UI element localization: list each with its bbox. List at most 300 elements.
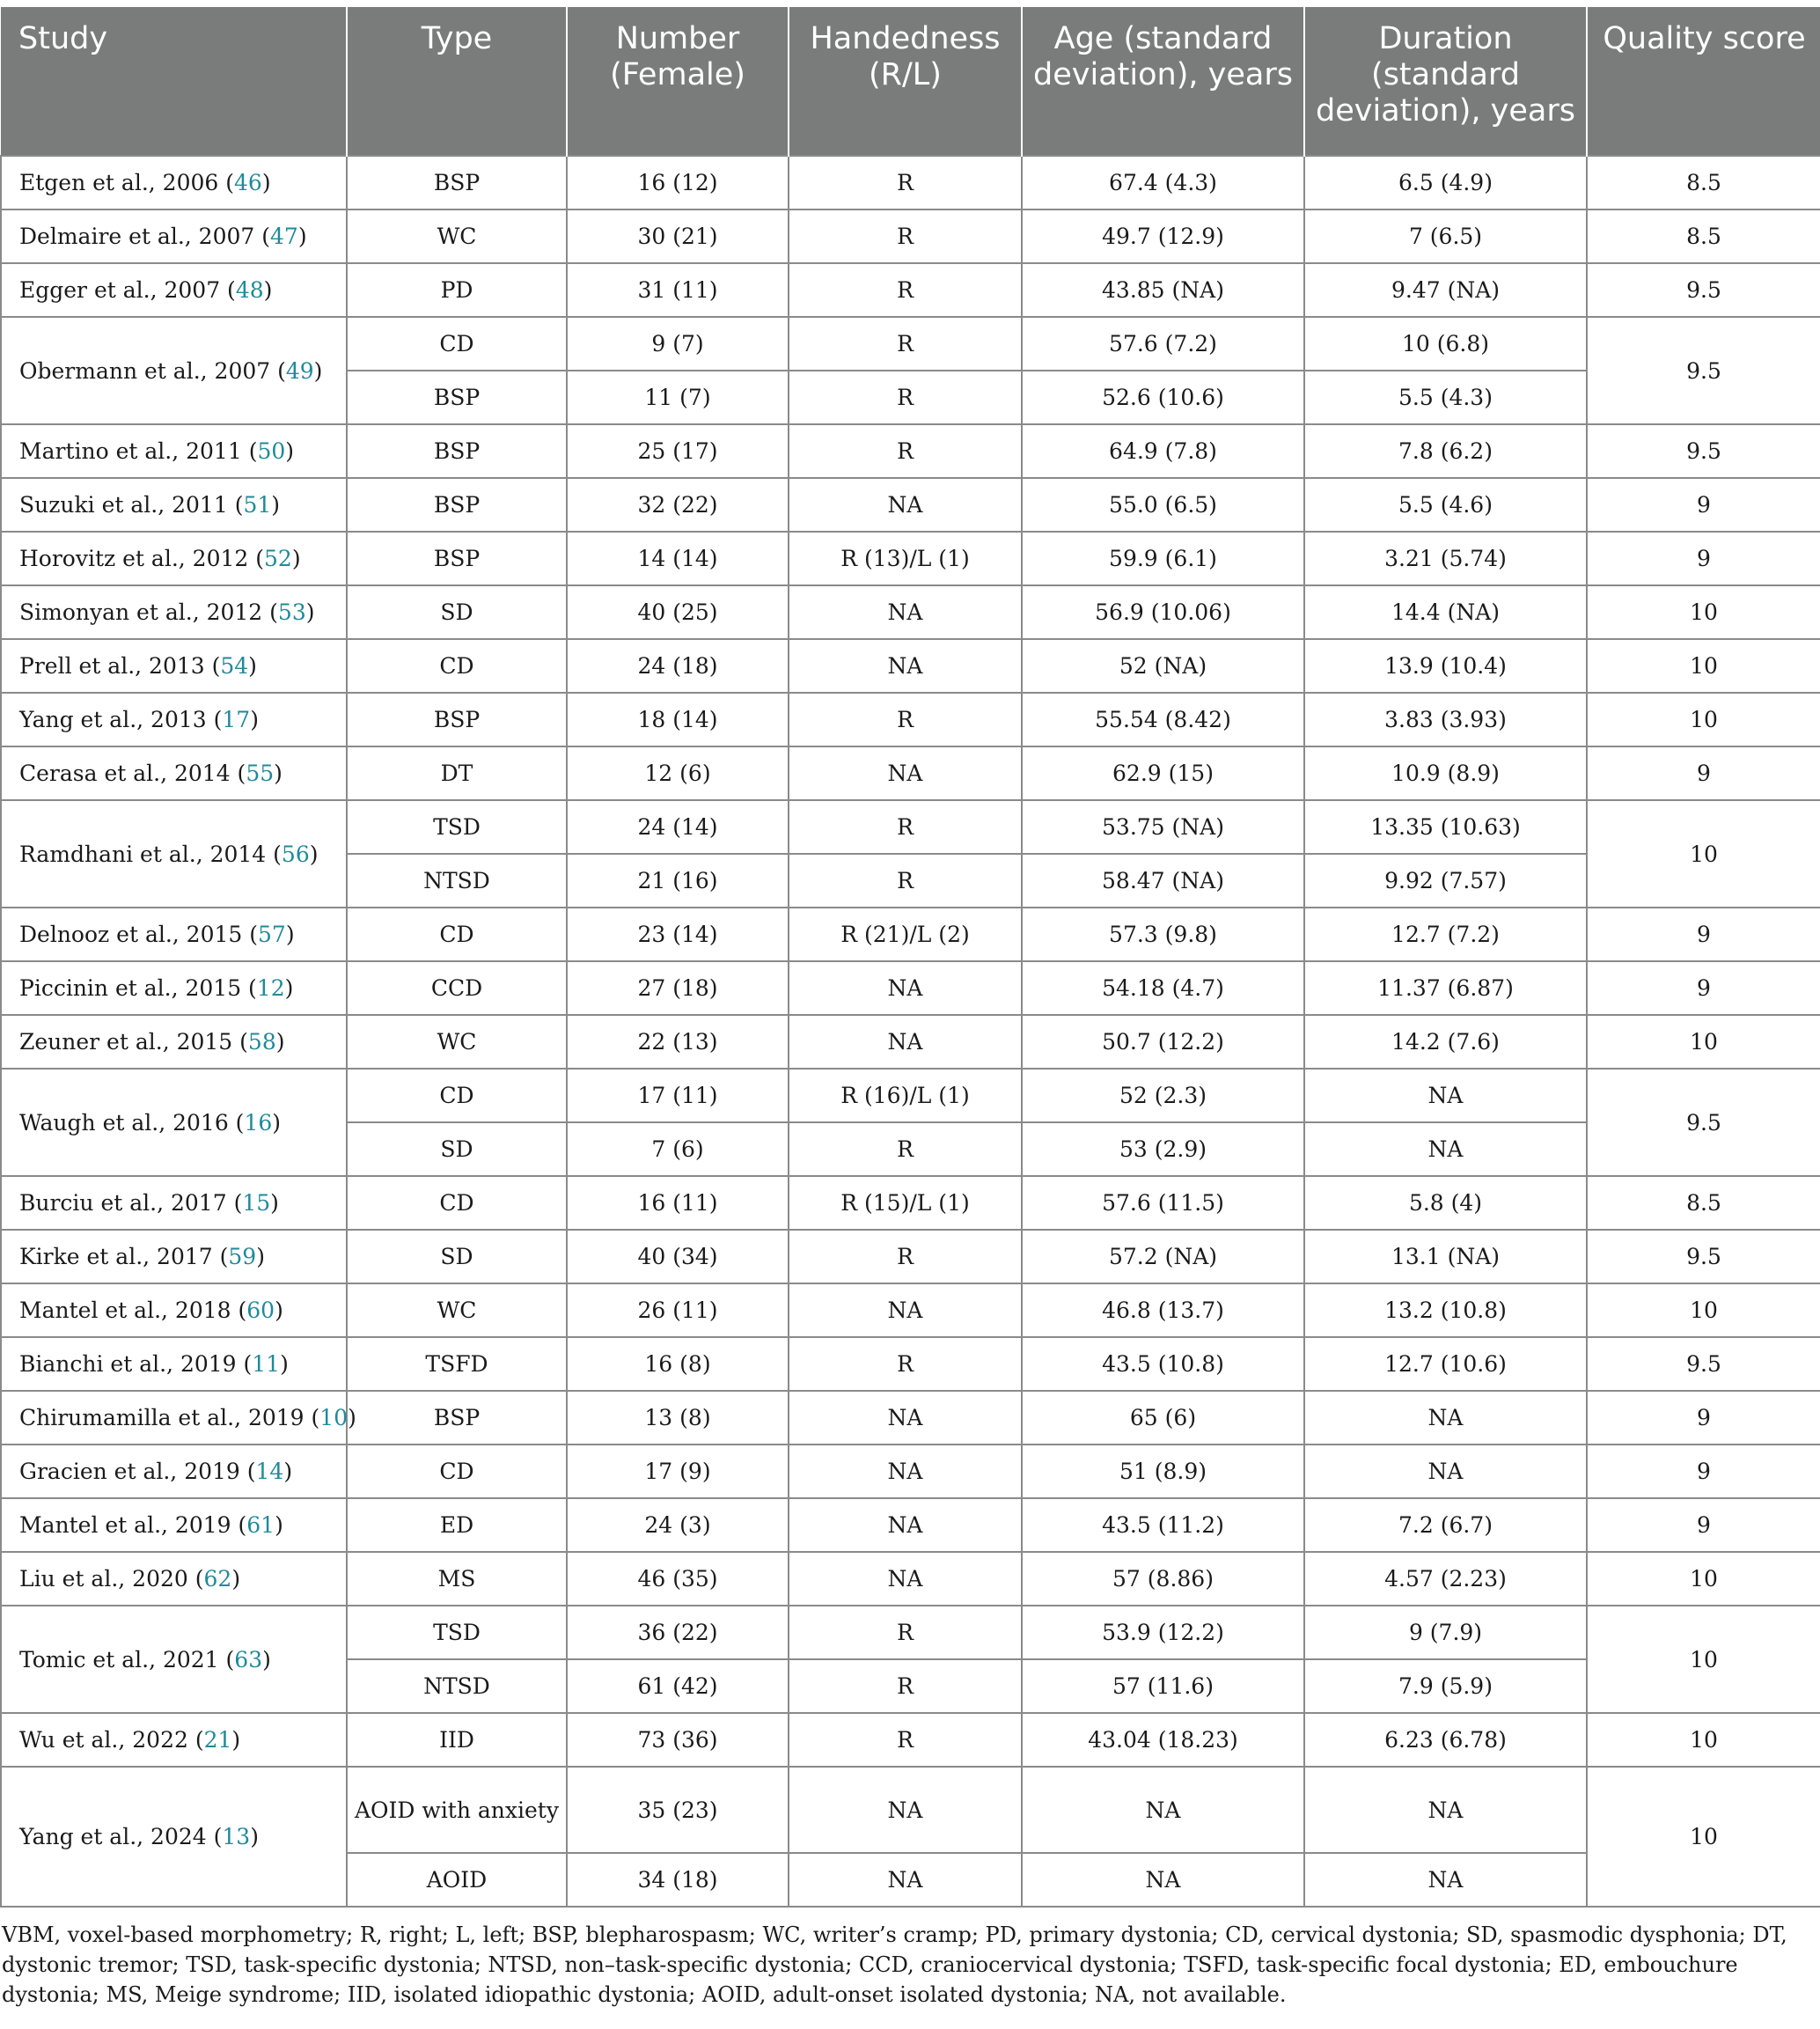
study-close-paren: ) xyxy=(250,1824,259,1849)
study-name: Martino et al., 2011 ( xyxy=(19,438,258,464)
cell-duration: 7.9 (5.9) xyxy=(1304,1659,1587,1713)
study-close-paren: ) xyxy=(231,1727,241,1753)
cell-number: 24 (18) xyxy=(567,639,789,693)
cell-handedness: NA xyxy=(789,1283,1022,1337)
reference-link[interactable]: 48 xyxy=(235,277,264,303)
cell-quality: 9 xyxy=(1587,1445,1820,1498)
table-row xyxy=(1,1606,1820,1659)
study-name: Bianchi et al., 2019 ( xyxy=(19,1351,253,1377)
cell-number: 12 (6) xyxy=(567,746,789,800)
header-handedness: Handedness (R/L) xyxy=(789,7,1022,156)
cell-type: TSD xyxy=(347,800,567,854)
table-row xyxy=(1,156,1820,210)
cell-type: PD xyxy=(347,263,567,317)
header-number: Number (Female) xyxy=(567,7,789,156)
cell-quality: 10 xyxy=(1587,1015,1820,1069)
reference-link[interactable]: 63 xyxy=(234,1646,263,1672)
cell-handedness: R xyxy=(789,854,1022,908)
cell-quality: 9.5 xyxy=(1587,1337,1820,1391)
cell-handedness: R xyxy=(789,210,1022,263)
study-name: Obermann et al., 2007 ( xyxy=(19,357,286,384)
study-name: Piccinin et al., 2015 ( xyxy=(19,975,257,1001)
reference-link[interactable]: 13 xyxy=(222,1824,251,1849)
cell-handedness: R (21)/L (2) xyxy=(789,908,1022,961)
cell-type: BSP xyxy=(347,532,567,585)
cell-number: 27 (18) xyxy=(567,961,789,1015)
cell-duration: 5.5 (4.3) xyxy=(1304,371,1587,424)
study-name: Waugh et al., 2016 ( xyxy=(19,1109,245,1136)
cell-quality: 10 xyxy=(1587,585,1820,639)
table-row xyxy=(1,210,1820,263)
reference-link[interactable]: 55 xyxy=(246,761,275,786)
cell-duration: NA xyxy=(1304,1391,1587,1445)
study-name: Yang et al., 2013 ( xyxy=(19,707,223,732)
cell-number: 35 (23) xyxy=(567,1767,789,1853)
cell-duration: 13.9 (10.4) xyxy=(1304,639,1587,693)
table-row xyxy=(1,317,1820,371)
cell-age: 43.5 (11.2) xyxy=(1022,1498,1304,1552)
table-row xyxy=(1,908,1820,961)
cell-duration: 13.35 (10.63) xyxy=(1304,800,1587,854)
cell-age: NA xyxy=(1022,1853,1304,1907)
cell-number: 32 (22) xyxy=(567,478,789,532)
reference-link[interactable]: 61 xyxy=(246,1512,275,1538)
reference-link[interactable]: 21 xyxy=(203,1727,232,1753)
reference-link[interactable]: 54 xyxy=(220,653,249,679)
cell-study xyxy=(1,1230,347,1283)
cell-study xyxy=(1,908,347,961)
study-name: Cerasa et al., 2014 ( xyxy=(19,761,246,786)
cell-age: 59.9 (6.1) xyxy=(1022,532,1304,585)
cell-quality: 8.5 xyxy=(1587,156,1820,210)
cell-number: 36 (22) xyxy=(567,1606,789,1659)
cell-handedness: R xyxy=(789,263,1022,317)
study-name: Horovitz et al., 2012 ( xyxy=(19,546,264,571)
cell-type: BSP xyxy=(347,693,567,746)
table-row xyxy=(1,639,1820,693)
cell-handedness: R xyxy=(789,371,1022,424)
cell-age: 43.04 (18.23) xyxy=(1022,1713,1304,1767)
cell-age: 54.18 (4.7) xyxy=(1022,961,1304,1015)
study-close-paren: ) xyxy=(348,1405,356,1430)
cell-duration: 14.4 (NA) xyxy=(1304,585,1587,639)
cell-quality: 10 xyxy=(1587,800,1820,908)
cell-duration: 3.21 (5.74) xyxy=(1304,532,1587,585)
cell-type: CCD xyxy=(347,961,567,1015)
cell-study xyxy=(1,1606,347,1713)
cell-quality: 8.5 xyxy=(1587,210,1820,263)
cell-age: 53.9 (12.2) xyxy=(1022,1606,1304,1659)
cell-duration: 10 (6.8) xyxy=(1304,317,1587,371)
cell-age: 51 (8.9) xyxy=(1022,1445,1304,1498)
header-duration: Duration (standard deviation), years xyxy=(1304,7,1587,156)
cell-type: SD xyxy=(347,1122,567,1176)
cell-type: SD xyxy=(347,1230,567,1283)
cell-number: 9 (7) xyxy=(567,317,789,371)
cell-duration: NA xyxy=(1304,1853,1587,1907)
table-row xyxy=(1,1337,1820,1391)
table-footnote: VBM, voxel-based morphometry; R, right; L, left; BSP, blepharospasm; WC, writer’s cramp; PD, primary dystonia; CD, cervical dystonia; SD, spasmodic dysphonia; DT, dystonic tremor; TSD, task-specific dystonia; NTSD, non–task-specific dystonia; CCD, craniocervical dystonia; TSFD, task-specific focal dystonia; ED, embouchure dystonia; MS, Meige syndrome; IID, isolated idiopathic dystonia; AOID, adult-onset isolated dystonia; NA, not available. xyxy=(2,1922,1787,2007)
cell-type: SD xyxy=(347,585,567,639)
cell-number: 7 (6) xyxy=(567,1122,789,1176)
study-close-paren: ) xyxy=(275,1029,285,1055)
cell-study xyxy=(1,1445,347,1498)
table-row xyxy=(1,424,1820,478)
reference-link[interactable]: 15 xyxy=(242,1190,271,1216)
cell-quality: 9 xyxy=(1587,532,1820,585)
cell-duration: 12.7 (10.6) xyxy=(1304,1337,1587,1391)
cell-type: DT xyxy=(347,746,567,800)
table-row xyxy=(1,1498,1820,1552)
study-name: Yang et al., 2024 ( xyxy=(19,1824,223,1849)
study-close-paren: ) xyxy=(284,975,294,1001)
cell-number: 46 (35) xyxy=(567,1552,789,1606)
study-close-paren: ) xyxy=(262,1646,271,1672)
cell-age: 55.0 (6.5) xyxy=(1022,478,1304,532)
cell-quality: 9.5 xyxy=(1587,424,1820,478)
cell-handedness: NA xyxy=(789,639,1022,693)
study-name: Kirke et al., 2017 ( xyxy=(19,1244,229,1269)
table-row xyxy=(1,1176,1820,1230)
cell-study xyxy=(1,1069,347,1176)
cell-quality: 8.5 xyxy=(1587,1176,1820,1230)
cell-quality: 9 xyxy=(1587,1391,1820,1445)
cell-handedness: NA xyxy=(789,1445,1022,1498)
cell-number: 17 (11) xyxy=(567,1069,789,1122)
cell-handedness: NA xyxy=(789,1498,1022,1552)
study-name: Delnooz et al., 2015 ( xyxy=(19,922,259,947)
header-quality: Quality score xyxy=(1587,7,1820,156)
cell-duration: 6.5 (4.9) xyxy=(1304,156,1587,210)
reference-link[interactable]: 62 xyxy=(203,1566,232,1592)
cell-handedness: R (13)/L (1) xyxy=(789,532,1022,585)
cell-type: WC xyxy=(347,210,567,263)
cell-quality: 9 xyxy=(1587,746,1820,800)
cell-duration: 7.2 (6.7) xyxy=(1304,1498,1587,1552)
cell-study xyxy=(1,1767,347,1907)
cell-type: IID xyxy=(347,1713,567,1767)
cell-quality: 9.5 xyxy=(1587,263,1820,317)
cell-number: 24 (3) xyxy=(567,1498,789,1552)
reference-link[interactable]: 16 xyxy=(244,1109,273,1136)
cell-duration: 5.8 (4) xyxy=(1304,1176,1587,1230)
cell-handedness: NA xyxy=(789,585,1022,639)
table-row xyxy=(1,1445,1820,1498)
study-close-paren: ) xyxy=(305,599,315,625)
cell-handedness: R xyxy=(789,1659,1022,1713)
cell-study xyxy=(1,1498,347,1552)
reference-link[interactable]: 49 xyxy=(285,357,314,384)
cell-duration: 9.92 (7.57) xyxy=(1304,854,1587,908)
cell-number: 24 (14) xyxy=(567,800,789,854)
study-close-paren: ) xyxy=(256,1244,265,1269)
cell-age: NA xyxy=(1022,1767,1304,1853)
cell-study xyxy=(1,639,347,693)
cell-handedness: R xyxy=(789,1337,1022,1391)
cell-age: 57 (8.86) xyxy=(1022,1552,1304,1606)
study-name: Etgen et al., 2006 ( xyxy=(19,170,234,195)
cell-age: 57.3 (9.8) xyxy=(1022,908,1304,961)
study-close-paren: ) xyxy=(275,1512,283,1538)
cell-number: 17 (9) xyxy=(567,1445,789,1498)
reference-link[interactable]: 51 xyxy=(243,492,272,518)
cell-number: 11 (7) xyxy=(567,371,789,424)
cell-duration: 7.8 (6.2) xyxy=(1304,424,1587,478)
cell-study xyxy=(1,693,347,746)
studies-table xyxy=(0,7,1820,1908)
study-name: Chirumamilla et al., 2019 ( xyxy=(19,1405,320,1430)
cell-quality: 9.5 xyxy=(1587,317,1820,424)
cell-number: 16 (8) xyxy=(567,1337,789,1391)
cell-duration: 6.23 (6.78) xyxy=(1304,1713,1587,1767)
cell-study xyxy=(1,1391,356,1445)
cell-handedness: NA xyxy=(789,1391,1022,1445)
reference-link[interactable]: 58 xyxy=(247,1029,276,1055)
cell-study xyxy=(1,1713,347,1767)
table-row xyxy=(1,1283,1820,1337)
cell-type: AOID xyxy=(347,1853,567,1907)
cell-age: 64.9 (7.8) xyxy=(1022,424,1304,478)
table-row xyxy=(1,532,1820,585)
study-close-paren: ) xyxy=(313,357,323,384)
cell-age: 57.6 (7.2) xyxy=(1022,317,1304,371)
table-row xyxy=(1,1552,1820,1606)
cell-quality: 10 xyxy=(1587,1606,1820,1713)
cell-age: 52 (2.3) xyxy=(1022,1069,1304,1122)
cell-handedness: NA xyxy=(789,478,1022,532)
cell-study xyxy=(1,1283,347,1337)
cell-type: BSP xyxy=(347,371,567,424)
cell-duration: 13.1 (NA) xyxy=(1304,1230,1587,1283)
study-name: Mantel et al., 2018 ( xyxy=(19,1298,247,1323)
cell-number: 14 (14) xyxy=(567,532,789,585)
table-row xyxy=(1,746,1820,800)
cell-study xyxy=(1,317,347,424)
table-row xyxy=(1,585,1820,639)
study-name: Simonyan et al., 2012 ( xyxy=(19,599,278,625)
cell-type: ED xyxy=(347,1498,567,1552)
cell-study xyxy=(1,585,347,639)
study-name: Burciu et al., 2017 ( xyxy=(19,1190,243,1216)
cell-study xyxy=(1,961,347,1015)
cell-type: MS xyxy=(347,1552,567,1606)
cell-age: 57 (11.6) xyxy=(1022,1659,1304,1713)
cell-age: 52 (NA) xyxy=(1022,639,1304,693)
cell-quality: 10 xyxy=(1587,1552,1820,1606)
cell-type: NTSD xyxy=(347,854,567,908)
cell-duration: NA xyxy=(1304,1767,1587,1853)
cell-duration: 13.2 (10.8) xyxy=(1304,1283,1587,1337)
cell-handedness: R xyxy=(789,693,1022,746)
cell-age: 53 (2.9) xyxy=(1022,1122,1304,1176)
cell-duration: 5.5 (4.6) xyxy=(1304,478,1587,532)
cell-quality: 9.5 xyxy=(1587,1069,1820,1176)
study-name: Egger et al., 2007 ( xyxy=(19,277,236,303)
study-close-paren: ) xyxy=(231,1566,241,1592)
cell-duration: NA xyxy=(1304,1069,1587,1122)
reference-link[interactable]: 59 xyxy=(228,1244,257,1269)
header-type: Type xyxy=(347,7,567,156)
cell-number: 13 (8) xyxy=(567,1391,789,1445)
cell-study xyxy=(1,156,347,210)
cell-quality: 10 xyxy=(1587,693,1820,746)
cell-type: AOID with anxiety xyxy=(347,1767,567,1853)
header-age: Age (standard deviation), years xyxy=(1022,7,1304,156)
reference-link[interactable]: 14 xyxy=(255,1459,284,1484)
cell-handedness: R (15)/L (1) xyxy=(789,1176,1022,1230)
study-name: Prell et al., 2013 ( xyxy=(19,653,221,679)
cell-duration: 12.7 (7.2) xyxy=(1304,908,1587,961)
cell-age: 43.85 (NA) xyxy=(1022,263,1304,317)
cell-quality: 10 xyxy=(1587,1767,1820,1907)
cell-duration: 7 (6.5) xyxy=(1304,210,1587,263)
cell-number: 40 (25) xyxy=(567,585,789,639)
study-close-paren: ) xyxy=(263,277,273,303)
cell-handedness: R xyxy=(789,317,1022,371)
cell-handedness: R xyxy=(789,1713,1022,1767)
cell-age: 50.7 (12.2) xyxy=(1022,1015,1304,1069)
cell-handedness: R (16)/L (1) xyxy=(789,1069,1022,1122)
cell-type: CD xyxy=(347,908,567,961)
cell-age: 49.7 (12.9) xyxy=(1022,210,1304,263)
cell-number: 61 (42) xyxy=(567,1659,789,1713)
reference-link[interactable]: 52 xyxy=(264,546,292,571)
cell-duration: 14.2 (7.6) xyxy=(1304,1015,1587,1069)
cell-handedness: R xyxy=(789,1606,1022,1659)
cell-number: 25 (17) xyxy=(567,424,789,478)
cell-quality: 10 xyxy=(1587,1283,1820,1337)
cell-type: WC xyxy=(347,1283,567,1337)
cell-duration: NA xyxy=(1304,1445,1587,1498)
cell-number: 34 (18) xyxy=(567,1853,789,1907)
cell-handedness: NA xyxy=(789,1767,1022,1853)
table-row xyxy=(1,478,1820,532)
study-name: Suzuki et al., 2011 ( xyxy=(19,492,244,518)
table-header xyxy=(1,7,1820,156)
cell-study xyxy=(1,1337,347,1391)
study-close-paren: ) xyxy=(248,653,257,679)
study-close-paren: ) xyxy=(250,707,259,732)
cell-number: 21 (16) xyxy=(567,854,789,908)
cell-study xyxy=(1,478,347,532)
cell-quality: 10 xyxy=(1587,1713,1820,1767)
cell-handedness: NA xyxy=(789,961,1022,1015)
cell-handedness: R xyxy=(789,1230,1022,1283)
study-name: Wu et al., 2022 ( xyxy=(19,1727,204,1753)
cell-age: 52.6 (10.6) xyxy=(1022,371,1304,424)
cell-duration: 9 (7.9) xyxy=(1304,1606,1587,1659)
cell-study xyxy=(1,1176,347,1230)
cell-age: 56.9 (10.06) xyxy=(1022,585,1304,639)
reference-link[interactable]: 60 xyxy=(246,1298,275,1323)
cell-handedness: R xyxy=(789,424,1022,478)
study-close-paren: ) xyxy=(297,224,307,249)
cell-study xyxy=(1,800,347,908)
cell-age: 46.8 (13.7) xyxy=(1022,1283,1304,1337)
cell-quality: 9 xyxy=(1587,478,1820,532)
cell-quality: 10 xyxy=(1587,639,1820,693)
cell-age: 67.4 (4.3) xyxy=(1022,156,1304,210)
study-name: Ramdhani et al., 2014 ( xyxy=(19,841,282,867)
table-row xyxy=(1,1015,1820,1069)
cell-number: 18 (14) xyxy=(567,693,789,746)
reference-link[interactable]: 17 xyxy=(222,707,251,732)
cell-type: TSD xyxy=(347,1606,567,1659)
table-row xyxy=(1,961,1820,1015)
reference-link[interactable]: 47 xyxy=(270,224,298,249)
cell-type: CD xyxy=(347,317,567,371)
reference-link[interactable]: 46 xyxy=(234,170,262,195)
cell-type: BSP xyxy=(347,156,567,210)
reference-link[interactable]: 11 xyxy=(252,1351,281,1377)
cell-duration: 4.57 (2.23) xyxy=(1304,1552,1587,1606)
reference-link[interactable]: 50 xyxy=(257,438,286,464)
study-close-paren: ) xyxy=(272,1109,282,1136)
table-row xyxy=(1,1713,1820,1767)
reference-link[interactable]: 56 xyxy=(281,841,310,867)
cell-number: 31 (11) xyxy=(567,263,789,317)
cell-study xyxy=(1,1552,347,1606)
study-close-paren: ) xyxy=(285,438,295,464)
study-name: Gracien et al., 2019 ( xyxy=(19,1459,256,1484)
cell-duration: 11.37 (6.87) xyxy=(1304,961,1587,1015)
reference-link[interactable]: 53 xyxy=(277,599,306,625)
cell-duration: 3.83 (3.93) xyxy=(1304,693,1587,746)
cell-study xyxy=(1,1015,347,1069)
study-close-paren: ) xyxy=(275,1298,283,1323)
cell-type: BSP xyxy=(347,1391,567,1445)
study-name: Zeuner et al., 2015 ( xyxy=(19,1029,248,1055)
cell-duration: 10.9 (8.9) xyxy=(1304,746,1587,800)
cell-type: CD xyxy=(347,639,567,693)
study-close-paren: ) xyxy=(270,1190,279,1216)
cell-age: 43.5 (10.8) xyxy=(1022,1337,1304,1391)
cell-age: 62.9 (15) xyxy=(1022,746,1304,800)
cell-number: 16 (12) xyxy=(567,156,789,210)
cell-quality: 9 xyxy=(1587,961,1820,1015)
study-close-paren: ) xyxy=(261,170,271,195)
reference-link[interactable]: 12 xyxy=(256,975,285,1001)
reference-link[interactable]: 10 xyxy=(319,1405,349,1430)
table-row xyxy=(1,1230,1820,1283)
study-close-paren: ) xyxy=(309,841,319,867)
cell-type: CD xyxy=(347,1176,567,1230)
study-name: Liu et al., 2020 ( xyxy=(19,1566,204,1592)
reference-link[interactable]: 57 xyxy=(258,922,286,947)
cell-age: 57.6 (11.5) xyxy=(1022,1176,1304,1230)
cell-type: WC xyxy=(347,1015,567,1069)
cell-study xyxy=(1,746,347,800)
cell-type: BSP xyxy=(347,424,567,478)
table-row xyxy=(1,800,1820,854)
cell-handedness: R xyxy=(789,800,1022,854)
cell-number: 23 (14) xyxy=(567,908,789,961)
table-row xyxy=(1,1069,1820,1122)
cell-study xyxy=(1,263,347,317)
cell-type: CD xyxy=(347,1445,567,1498)
cell-type: TSFD xyxy=(347,1337,567,1391)
cell-age: 53.75 (NA) xyxy=(1022,800,1304,854)
table-body xyxy=(1,156,1820,1907)
cell-quality: 9.5 xyxy=(1587,1230,1820,1283)
cell-type: NTSD xyxy=(347,1659,567,1713)
table-row xyxy=(1,1391,1820,1445)
cell-number: 22 (13) xyxy=(567,1015,789,1069)
cell-handedness: NA xyxy=(789,1552,1022,1606)
cell-number: 73 (36) xyxy=(567,1713,789,1767)
cell-study xyxy=(1,424,347,478)
study-close-paren: ) xyxy=(283,1459,293,1484)
